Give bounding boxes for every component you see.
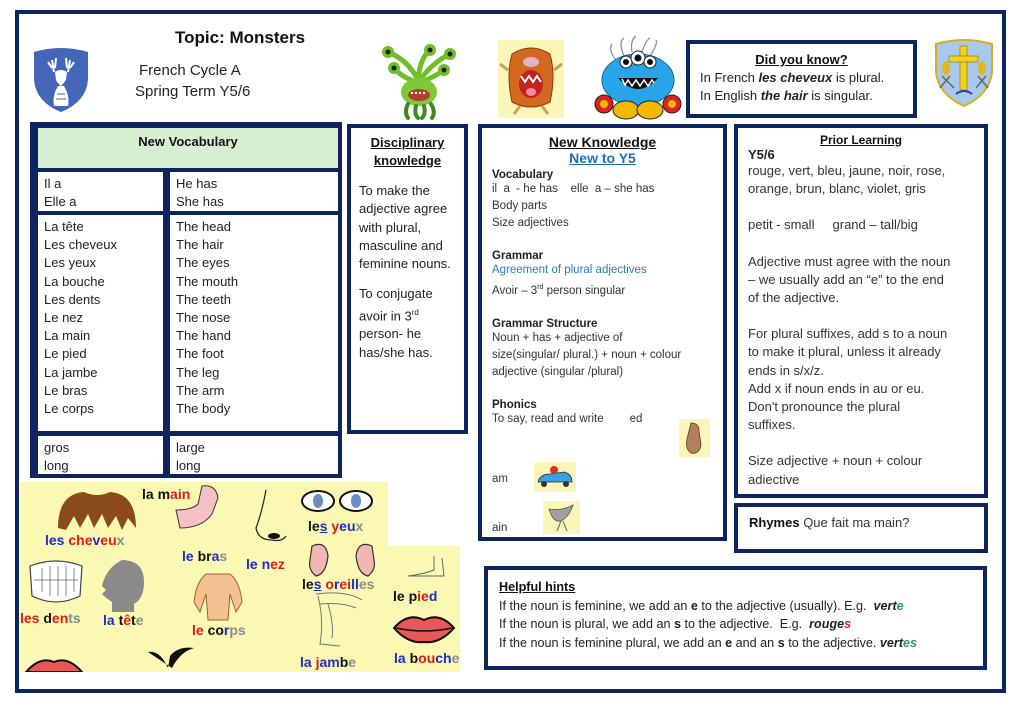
new-to-y5-link[interactable]: New to Y5 [569,150,636,166]
label-part: ps [229,622,246,638]
prior-line: petit - small grand – tall/big [748,217,918,233]
hair-icon [54,488,140,534]
text: If the noun is feminine plural, we add an [499,635,726,650]
hint-line-3 [499,634,972,653]
label-part: o [325,576,334,592]
rhymes-box [734,503,988,553]
heading-line: knowledge [373,153,442,168]
label-part: ê [123,612,132,628]
label-part: j [315,654,320,670]
vocab-fr: Le bras [44,382,88,398]
disciplinary-heading [359,134,456,170]
vocab-en: The head [176,219,231,234]
label-part: br [197,548,212,564]
text: Avoir – 3 [492,284,538,297]
vocab-en: She has [176,194,224,210]
leg-icon [306,590,366,654]
label-part: le [182,548,198,564]
label-part: b [339,654,349,670]
vocab-en: long [176,458,201,474]
foot-icon [404,554,454,584]
label-le-bras [182,548,227,564]
nk-line: il a - he has elle a – she has [492,183,655,195]
rhymes-text: Que fait ma main? [799,515,910,530]
label-part: ez [270,556,285,572]
text: In English [700,88,761,103]
did-you-know-line-2 [700,87,903,105]
vocab-fr: La jambe [44,364,98,380]
label-part: le [308,518,320,534]
vocab-group-1-french [38,172,163,211]
helpful-hints-box [484,566,987,670]
phonics-sound: am [492,473,508,485]
label-la-tete [103,612,144,628]
vocabulary-heading: New Vocabulary [38,128,338,168]
body-parts-picture [20,482,460,672]
nk-structure-heading: Grammar Structure [492,317,598,330]
nk-line: Body parts [492,200,547,212]
label-part: d [43,610,52,626]
example: vert [879,635,904,650]
example-ending: e [896,598,904,613]
bold: s [777,635,785,650]
nk-line: size(singular/ plural.) + noun + colour [492,348,682,361]
label-part: e [451,650,460,666]
text: and an [732,635,778,650]
ears-icon [302,540,382,580]
label-part: t [131,612,136,628]
nk-line: adjective (singular /plural) [492,365,624,378]
vocab-fr: La main [44,328,91,344]
example-ending: s [844,617,852,631]
label-part: les [20,610,44,626]
superscript: rd [537,284,544,291]
lips-small-icon [24,652,84,672]
head-icon [98,558,146,612]
label-le-nez [246,556,285,572]
prior-line: ends in s/x/z. [748,362,824,378]
label-part: v [92,532,101,548]
label-part: p [408,588,418,604]
teeth-icon [26,556,86,612]
label-les-dents [20,610,81,626]
green-monster-icon [378,40,458,120]
vocab-group-2-english [170,215,338,431]
label-la-jambe [300,654,356,670]
vocab-fr: Le pied [44,346,87,362]
label-part: m [157,486,171,502]
bird-icon [543,501,580,534]
text: If the noun is plural, we add an [499,617,675,631]
text: to the adjective. [784,635,880,650]
nk-line: Noun + has + adjective of [492,331,623,344]
vocab-fr: Le nez [44,310,84,326]
hint-line-1 [499,597,972,616]
vocab-group-3-english [170,436,338,474]
bold: e [725,635,733,650]
vocab-en: The eyes [176,255,230,271]
vocab-fr: gros [44,440,70,455]
disciplinary-para-2 [359,285,456,362]
text: to the adjective. E.g. [681,617,810,631]
vocab-en: large [176,440,205,455]
page-title: Topic: Monsters [175,28,306,47]
nk-grammar-heading: Grammar [492,250,544,262]
label-les-yeux [308,518,363,534]
vocab-en: The leg [176,364,220,380]
label-part: co [207,622,224,638]
text: If the noun is feminine, we add an [499,598,691,613]
hints-heading: Helpful hints [499,580,576,594]
vocab-fr: Les yeux [44,255,97,271]
vocab-en: The hand [176,328,231,344]
disciplinary-para-1: To make the adjective agree with plural, masculine and feminine nouns. [359,183,451,272]
nose-icon [252,488,292,548]
label-part: les [45,532,69,548]
bold: e [690,598,698,613]
text: To say, read and write [492,412,604,425]
example: vert [873,598,897,613]
nk-grammar-line [492,279,713,300]
text: to the adjective (usually). E.g. [697,598,874,613]
vocab-group-2-french [38,215,163,431]
label-part: s [319,518,328,534]
text: person- he has/she has. [359,326,433,360]
nk-line: Size adjectives [492,217,569,229]
prior-line: Size adjective + noun + colour [748,453,923,469]
prior-line: adiective [748,471,800,487]
label-part: n [261,556,271,572]
heading-line: Disciplinary [370,135,445,150]
label-part: t [118,612,124,628]
label-part: le [246,556,262,572]
vocab-en: The nose [176,310,231,326]
vocab-fr: La bouche [44,273,105,289]
vocab-en: The foot [176,346,224,362]
did-you-know-box [686,40,917,118]
eyebrows-icon [146,646,196,670]
vocab-en: The body [176,401,231,417]
vocab-en: He has [176,176,218,191]
label-part: eu [100,532,117,548]
prior-line: Adjective must agree with the noun [748,253,951,269]
label-part: ll [351,576,359,592]
new-vocabulary-table [30,122,342,478]
prior-learning-box [734,124,988,498]
vocab-fr: long [44,458,69,474]
prior-line: of the adjective. [748,290,840,306]
label-part: la [394,650,410,666]
vocab-en: The hair [176,237,224,253]
text: person singular [543,284,626,297]
label-le-corps [192,622,246,638]
car-icon [534,462,576,492]
prior-line: suffixes. [748,417,796,433]
label-part: la [103,612,119,628]
label-part: e [348,654,357,670]
emphasis: les cheveux [758,70,833,85]
label-les-cheveux [45,532,124,548]
label-part: d [428,588,438,604]
rhymes-label: Rhymes [749,515,800,530]
prior-year: Y5/6 [748,147,775,162]
prior-line: rouge, vert, bleu, jaune, noir, rose, [748,163,946,178]
torso-icon [190,572,246,622]
label-part: a [211,548,220,564]
label-part: le [393,588,409,604]
prior-line: to make it plural, unless it already [748,344,941,360]
label-part: s [219,548,228,564]
bold: s [674,617,682,631]
vocab-fr: Les cheveux [44,237,117,253]
label-part: en [51,610,69,626]
label-part: che [68,532,93,548]
prior-line: orange, brun, blanc, violet, gris [748,181,926,197]
label-part: la [142,486,158,502]
nk-grammar-line: Agreement of plural adjectives [492,264,647,276]
label-part: s [313,576,322,592]
emphasis: the hair [760,88,808,103]
superscript: rd [411,307,419,317]
example-ending: es [903,635,918,650]
vocab-en: The teeth [176,291,231,307]
vocab-fr: Elle a [44,194,77,210]
eyes-icon [300,488,376,514]
example: rouge [809,617,845,631]
prior-line: For plural suffixes, add s to a noun [748,326,948,342]
text: To conjugate avoir in 3 [359,286,433,324]
hint-line-2 [499,615,972,634]
vocab-en: The mouth [176,273,239,289]
label-part: la [300,654,316,670]
school-crest-cross-icon [932,38,996,108]
label-la-main [142,486,190,502]
label-part: ain [170,486,191,502]
label-les-oreilles [302,576,374,592]
text: is singular. [807,88,873,103]
nk-vocab-heading: Vocabulary [492,169,554,181]
vocab-group-1-english [170,172,338,211]
label-part: e [135,612,144,628]
blue-monster-icon [594,34,682,120]
vocab-fr: Il a [44,176,62,191]
label-part: le [192,622,208,638]
label-part: b [409,650,419,666]
prior-learning-heading: Prior Learning [819,133,902,147]
vocab-fr: La tête [44,219,84,234]
page-subtitle [135,60,250,102]
disciplinary-knowledge-box [347,124,468,434]
label-part: r [333,576,340,592]
text: is plural. [832,70,885,85]
text: In French [700,70,759,85]
prior-line: Don't pronounce the plural [748,399,901,415]
hand-icon [679,419,710,457]
label-le-pied [393,588,437,604]
label-part: ch [435,650,452,666]
label-part: y [331,518,340,534]
label-la-bouche [394,650,459,666]
label-part: x [355,518,364,534]
did-you-know-heading: Did you know? [755,52,848,67]
label-part: am [319,654,340,670]
orange-monster-icon [498,40,564,118]
new-knowledge-heading: New Knowledge [548,134,657,150]
label-part: eu [339,518,356,534]
label-part: es [358,576,375,592]
subtitle-cycle: French Cycle A [139,62,241,79]
vocab-group-3-french [38,436,163,474]
label-part: ts [68,610,81,626]
new-knowledge-box [478,124,727,541]
vocab-fr: Le corps [44,401,94,417]
label-part: le [302,576,314,592]
label-part: ei [339,576,352,592]
did-you-know-line-1 [700,69,903,87]
prior-line: – we usually add an “e” to the end [748,271,944,287]
vocab-en: The arm [176,382,225,398]
lips-icon [392,612,456,644]
phonics-sound: ed [629,412,643,425]
nk-phonics-heading: Phonics [492,398,537,411]
phonics-sound: ain [492,522,508,534]
label-part: x [116,532,125,548]
subtitle-term: Spring Term Y5/6 [135,83,251,100]
label-part: ou [418,650,436,666]
vocab-fr: Les dents [44,291,101,307]
prior-line: Add x if noun ends in au or eu. [748,380,925,396]
label-part: ie [417,588,429,604]
school-crest-stag-icon [30,46,92,114]
label-part: r [223,622,230,638]
